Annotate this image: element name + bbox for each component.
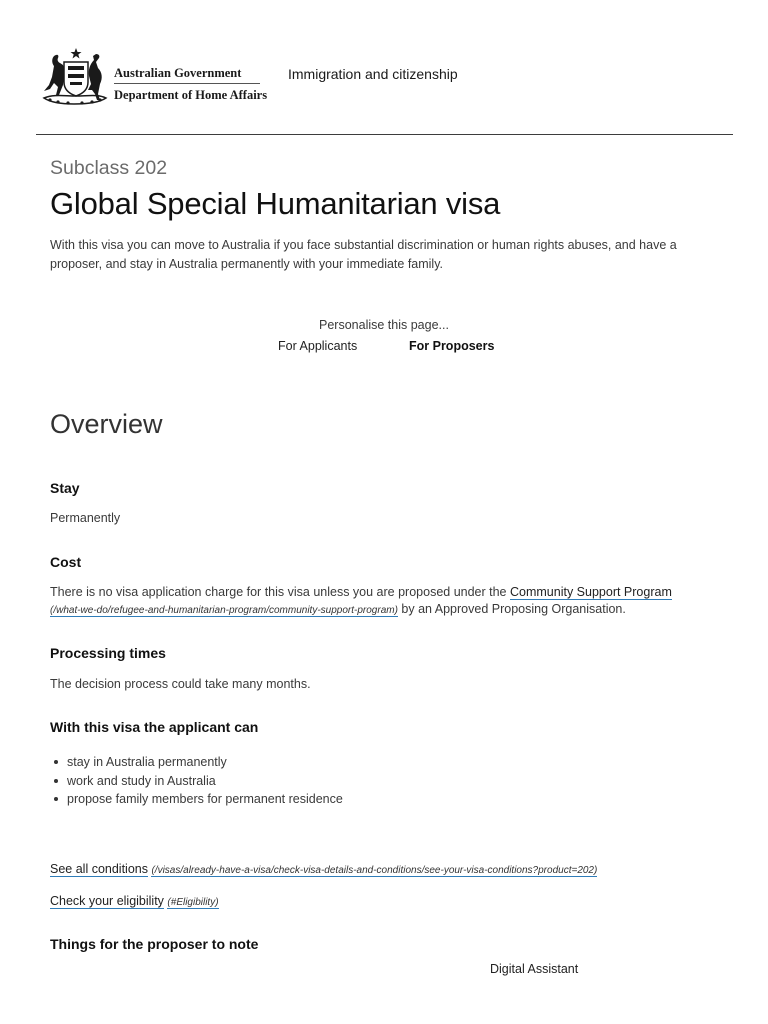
proposer-note-heading: Things for the proposer to note [50, 936, 259, 952]
list-item: work and study in Australia [50, 772, 343, 791]
intro-text: With this visa you can move to Australia if you face substantial discrimination or human rights abuses, and have a proposer, and stay in Australia permanently with your immediate family. [50, 238, 677, 271]
see-conditions-row [50, 862, 597, 876]
header-divider [36, 134, 733, 135]
check-eligibility-link[interactable]: Check your eligibility [50, 894, 164, 908]
list-item: propose family members for permanent residence [50, 790, 343, 809]
applicant-can-list [50, 753, 343, 809]
stay-heading: Stay [50, 480, 80, 496]
page-title: Global Special Humanitarian visa [50, 186, 501, 221]
overview-heading: Overview [50, 409, 163, 439]
digital-assistant-button[interactable]: Digital Assistant [490, 962, 579, 976]
processing-heading: Processing times [50, 645, 166, 661]
cost-text-line1 [50, 585, 672, 599]
cost-heading: Cost [50, 554, 82, 570]
tab-for-applicants[interactable]: For Applicants [278, 339, 358, 353]
community-support-program-link[interactable]: Community Support Program [510, 585, 672, 599]
stay-value: Permanently [50, 511, 121, 525]
check-eligibility-row [50, 894, 219, 908]
tab-for-proposers[interactable]: For Proposers [409, 339, 495, 353]
site-header [0, 0, 768, 136]
see-all-conditions-url[interactable]: (/visas/already-have-a-visa/check-visa-details-and-conditions/see-your-visa-conditions?product=202) [151, 865, 598, 876]
see-all-conditions-link[interactable]: See all conditions [50, 862, 148, 876]
coat-of-arms-icon[interactable] [40, 46, 110, 106]
cost-text-after: by an Approved Proposing Organisation. [397, 602, 626, 616]
department-name: Department of Home Affairs [114, 88, 268, 102]
visa-subclass: Subclass 202 [50, 157, 168, 179]
personalise-label: Personalise this page... [319, 318, 449, 332]
government-name: Australian Government [114, 66, 242, 80]
cost-text-line2 [50, 602, 626, 616]
community-support-program-url[interactable]: (/what-we-do/refugee-and-humanitarian-program/community-support-program) [50, 605, 398, 616]
check-eligibility-url[interactable]: (#Eligibility) [167, 897, 219, 908]
applicant-can-heading: With this visa the applicant can [50, 719, 259, 735]
logo-divider [114, 83, 260, 84]
site-title[interactable]: Immigration and citizenship [288, 66, 458, 82]
cost-text-before: There is no visa application charge for this visa unless you are proposed under the [50, 585, 510, 599]
list-item: stay in Australia permanently [50, 753, 343, 772]
processing-value: The decision process could take many months. [50, 677, 311, 691]
